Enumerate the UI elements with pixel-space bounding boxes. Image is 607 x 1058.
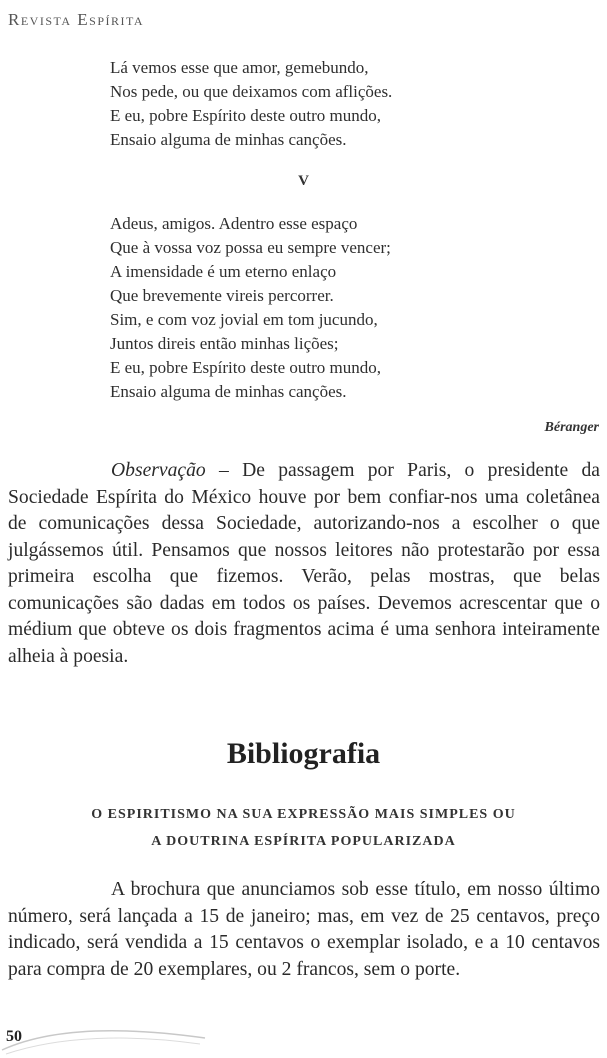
page-number: 50 — [6, 1028, 22, 1045]
poem-line: E eu, pobre Espírito deste outro mundo, — [110, 106, 382, 125]
poem-line: Lá vemos esse que amor, gemebundo, — [110, 58, 369, 77]
observation-lead: Observação — [111, 460, 206, 481]
poem-line: E eu, pobre Espírito deste outro mundo, — [110, 358, 382, 377]
poem-signature: Béranger — [544, 420, 599, 435]
poem-line: Que brevemente vireis percorrer. — [110, 286, 334, 305]
section-heading: Bibliografia — [226, 737, 381, 770]
poem-line: Sim, e com voz jovial em tom jucundo, — [110, 310, 378, 329]
announcement-paragraph — [8, 877, 600, 983]
decorative-swoosh — [0, 1020, 210, 1058]
article-subheading: A DOUTRINA ESPÍRITA POPULARIZADA — [151, 834, 456, 849]
poem-line: Adeus, amigos. Adentro esse espaço — [110, 214, 358, 233]
poem-stanza — [110, 212, 391, 404]
poem-stanza — [110, 56, 392, 152]
poem-line: Que à vossa voz possa eu sempre vencer; — [110, 238, 391, 257]
running-head: Revista Espírita — [8, 10, 145, 29]
poem-line: Nos pede, ou que deixamos com aflições. — [110, 82, 393, 101]
poem-line: Ensaio alguma de minhas canções. — [110, 130, 347, 149]
announcement-text: A brochura que anunciamos sob esse título, em nosso último número, será lançada a 15 de janeiro; mas, em vez de 25 centavos, preço indicado, será vendida a 15 centavos o exemplar isolado, e a 10 centavos para compra de 20 exemplares, ou 2 francos, sem o porte. — [8, 879, 600, 980]
poem-line: A imensidade é um eterno enlaço — [110, 262, 337, 281]
observation-paragraph — [8, 458, 600, 670]
observation-text: – De passagem por Paris, o presidente da Sociedade Espírita do México houve por bem confiar-nos uma coletânea de comunicações dessa Sociedade, autorizando-nos a escolher o que julgássemos útil. Pensamos que nossos leitores não protestarão por essa primeira escolha que fizemos. Verão, pelas mostras, que belas comunicações são dadas em todos os países. Devemos acrescentar que o médium que obteve os dois fragmentos acima é uma senhora inteiramente alheia à poesia. — [8, 460, 600, 667]
article-subheading: O ESPIRITISMO NA SUA EXPRESSÃO MAIS SIMPLES OU — [91, 807, 516, 822]
poem-line: Ensaio alguma de minhas canções. — [110, 382, 347, 401]
poem-line: Juntos direis então minhas lições; — [110, 334, 339, 353]
stanza-numeral: V — [298, 173, 309, 189]
